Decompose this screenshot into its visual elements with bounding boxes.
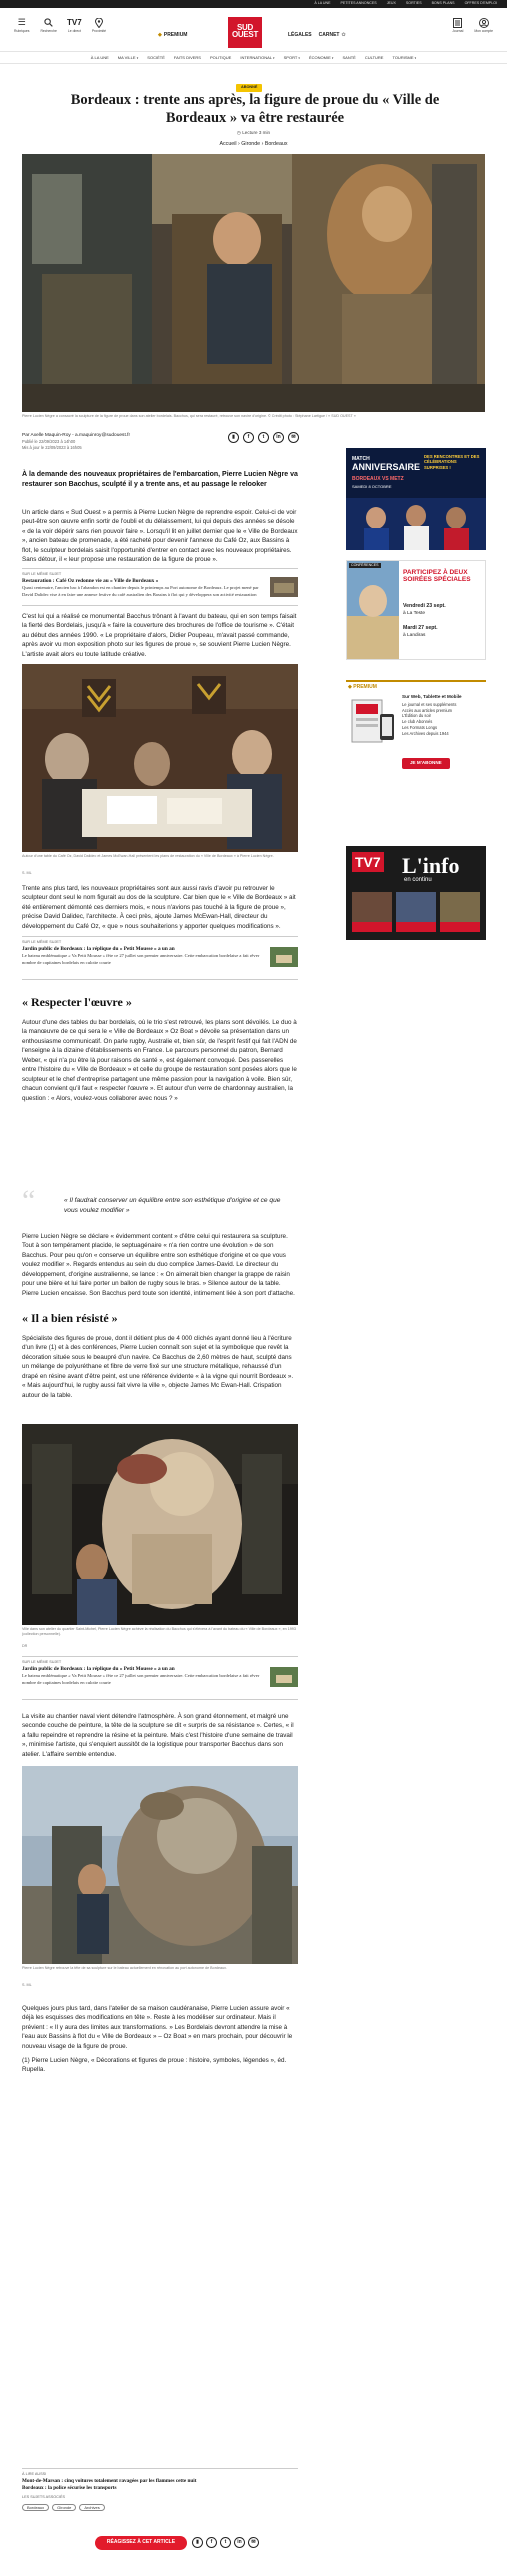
nav-item-label: MA VILLE <box>117 54 136 60</box>
section-heading: « Respecter l'œuvre » <box>22 995 132 1009</box>
rubriques-button[interactable] <box>14 17 29 34</box>
twitter-icon[interactable]: t <box>220 2537 231 2548</box>
carnet-icon: ✿ <box>341 32 346 38</box>
related-kicker: SUR LE MÊME SUJET <box>22 1660 62 1664</box>
nav-item-label: ÉCONOMIE <box>309 54 331 60</box>
premium-link[interactable] <box>158 32 187 39</box>
linkedin-icon[interactable]: in <box>273 432 284 443</box>
tag-chip[interactable]: Bordeaux <box>22 2504 49 2512</box>
proximity-button[interactable] <box>92 17 106 34</box>
search-button[interactable] <box>40 17 56 34</box>
read-also-item[interactable]: Bordeaux : la police sécurise les transports <box>22 2484 117 2491</box>
related-title: Restauration : Café Oz redonne vie au « Ville de Bordeaux » <box>22 577 159 584</box>
benefit-item: Le club Abonnés <box>402 719 433 725</box>
article-paragraph: C'est lui qui a réalisé ce monumental Bacchus trônant à l'avant du bateau, qui en son temps faisait la fierté des Bordelais, jusqu'à « faire la couverture des brochures de l'office de tourisme ». C'était au début des années 1990. « Le propriétaire d'alors, Didier Poupeau, m'avait passé commande, après avoir vu mon exposition photo sur les figures de proue », se souvient Pierre Lucien Nègre. L'artiste avait alors eu toute latitude créative. <box>22 613 297 658</box>
cafe-caption: Autour d'une table du Café Oz, David Dalidec et James McEwan-Hall présentent les plans de restauration du « Ville de Bordeaux » à Pierre Lucien Nègre. <box>22 854 274 858</box>
ad-title: PARTICIPEZ À DEUX SOIRÉES SPÉCIALES <box>403 569 471 584</box>
logo-line-2: OUEST <box>231 30 259 40</box>
shipyard-caption: Pierre Lucien Nègre retrouve la tête de sa sculpture sur le bateau actuellement en rénovation au port autonome de Bordeaux. <box>22 1966 227 1970</box>
nav-item-label: SPORT <box>283 54 298 60</box>
read-also-item[interactable]: Mont-de-Marsan : cinq voitures totalement ravagées par les flammes cette nuit <box>22 2477 197 2484</box>
email-icon[interactable]: ✉ <box>248 2537 259 2548</box>
premium-intro: Sur Web, Tablette et Mobile <box>402 694 462 699</box>
carnet-link[interactable] <box>319 32 346 39</box>
article-paragraph: Trente ans plus tard, les nouveaux propriétaires sont aux aussi ravis d'avoir pu retrouver le sculpteur dont seul le nom figurait au dos de la sculpture. Car bien que le « Ville de Bordeaux » ait été entièrement démonté ces derniers mois, « nous n'avions pas touché à la figure de proue », précise David Dalidec, l'architecte. À ceci près, ajoute James McEwan-Hall, directeur du développement du Café Oz, « que » nous souhaiterions y apporter quelques modifications ». <box>22 885 296 930</box>
facebook-icon[interactable]: f <box>243 432 254 443</box>
user-icon <box>478 17 489 28</box>
premium-box-label <box>348 684 377 691</box>
premium-box-label-text: PREMIUM <box>353 684 377 690</box>
nav-item-tourisme[interactable] <box>392 55 416 61</box>
workshop-photo <box>22 1424 298 1625</box>
carnet-label: CARNET <box>318 32 340 38</box>
ad-tv7-title: L'info <box>402 853 460 878</box>
account-label: Mon compte <box>474 29 493 33</box>
workshop-caption: Ville dans son atelier du quartier Saint-Michel, Pierre Lucien Nègre achève la réalisation du Bacchus qui s'élèvera à l'avant du bateau du « Ville de Bordeaux », en 1993 (collection personnelle). <box>22 1627 296 1637</box>
tag-chip[interactable]: Gironde <box>52 2504 76 2512</box>
shipyard-photo <box>22 1766 298 1964</box>
linkedin-icon[interactable]: in <box>234 2537 245 2548</box>
search-icon <box>43 17 54 28</box>
nav-item-label: TOURISME <box>392 54 414 60</box>
topbar-link[interactable]: OFFRES D'EMPLOI <box>464 1 497 6</box>
ad-promo: DES RENCONTRES ET DES CÉLÉBRATIONS SURPRISES ! <box>424 454 480 470</box>
nav-item-a-la-une[interactable]: À LA UNE <box>90 54 109 60</box>
email-icon[interactable]: ✉ <box>288 432 299 443</box>
breadcrumb[interactable]: Accueil › Gironde › Bordeaux <box>219 141 288 147</box>
tv7-screens-graphic <box>350 890 482 936</box>
tag-chip[interactable]: Archives <box>79 2504 104 2512</box>
share-bar <box>228 432 299 443</box>
footnote: (1) Pierre Lucien Nègre, « Décorations et figures de proue : histoire, symboles, légendes », éd. Rupella. <box>22 2057 287 2074</box>
main-navigation <box>0 52 507 64</box>
newspaper-icon <box>452 17 463 28</box>
logo-line-1: SUD <box>237 23 253 32</box>
tv7-brand: TV7 <box>352 852 384 872</box>
related-description: Le bateau emblématique « Va Petit Mousse » fête ce 27 juillet son premier anniversaire. Cette embarcation bordelaise a fait rêver nombre de capitaines bordelais en culotte courte <box>22 1673 260 1685</box>
bookmark-icon[interactable]: ▮ <box>192 2537 203 2548</box>
related-kicker: SUR LE MÊME SUJET <box>22 572 62 576</box>
ad-big-title: ANNIVERSAIRE <box>352 462 421 472</box>
search-label: Recherche <box>40 29 57 33</box>
live-button[interactable] <box>68 17 81 34</box>
account-button[interactable] <box>474 17 493 34</box>
related-article[interactable] <box>22 568 298 606</box>
bookmark-icon[interactable]: ▮ <box>228 432 239 443</box>
article-paragraph: Un article dans « Sud Ouest » a permis à Pierre Lucien Nègre de reprendre espoir. Celui-ci de voir peut-être son œuvre enfin sortir de l'oubli et du délaissement, lui qui depuis des années se désole « de la voir dépérir sans rien pouvoir faire ». Lorsqu'il lit en juillet dernier que le « Ville de Bordeaux », ancien bateau de promenade, a été racheté pour devenir l'annexe du Café Oz, aux Bassins à flot, le sculpteur bordelais saisit l'opportunité d'entrer en contact avec les nouveaux propriétaires. Sans détour, il « leur propose une restauration de la figure de proue ». <box>22 509 298 564</box>
ad-date: SAMEDI 8 OCTOBRE <box>352 484 392 489</box>
article-paragraph: Spécialiste des figures de proue, dont il détient plus de 4 000 clichés ayant donné lieu à l'écriture d'un livre (1) et à des conférences, Pierre Lucien connaît son sujet et la symbolique que revêt la décoration située sous le beaupré d'un navire. Ce Bacchus de 2,60 mètres de haut, sculpté dans un mélange de polyuréthane et fibre de verre fixé sur une structure métallique, rehaussé d'un drapé en résine avant d'être peint, est une référence évidente « à la vigne qui nourrit Bordeaux ». « Mais aujourd'hui, le rugby aussi fait vivre la ville », objecte James Mc Ewan-Hall. Crispation autour de la table. <box>22 1335 294 1399</box>
benefit-item: Les Formats Longs <box>402 724 438 730</box>
chevron-down-icon: ▾ <box>414 55 417 60</box>
article-paragraph: Quelques jours plus tard, dans l'atelier de sa maison caudéranaise, Pierre Lucien assure avoir « déjà les esquisses des modifications en tête ». Reste à les modéliser sur ordinateur. Mais il prévient : « Il y aura des limites aux transformations. » Les Bordelais devront attendre la mise à l'eau aux Bassins à flot du « Ville de Bordeaux » – Oz Boat » en mars prochain, pour découvrir le nouveau visage de la figure de proue. <box>22 2005 293 2050</box>
chevron-down-icon: ▾ <box>298 55 300 60</box>
clock-icon: ◷ <box>236 130 241 135</box>
section-heading: « Il a bien résisté » <box>22 1311 118 1325</box>
ad-date-1: Vendredi 23 sept. <box>403 603 446 609</box>
nav-item-culture[interactable]: CULTURE <box>364 54 384 60</box>
journal-button[interactable] <box>452 17 463 34</box>
nav-item-international[interactable] <box>240 55 274 61</box>
read-also-block <box>22 2468 298 2511</box>
article-paragraph: Pierre Lucien Nègre se déclare « évidemment content » d'être celui qui restaurera sa sculpture. Tout à son tempérament placide, le septuagénaire « n'a rien contre une évolution » de son Bacchus. Pour peu qu'on « conserve un équilibre entre son esthétique d'origine et ce que vous voulez modifier ». Regards entendus au sein du duo complice James-David. Le directeur du développement, d'origine australienne, se lance : « On aimerait bien changer la grappe de raisin pour une bière et lui faire porter un ballon de rugby sous le bras. » Silence autour de la table. Pierre Lucien encaisse. Son Bacchus perd toute son identité, intimement liée à son port d'attache. <box>22 1233 295 1297</box>
ad-small-title: MATCH <box>352 456 370 462</box>
article-lead: À la demande des nouveaux propriétaires de l'embarcation, Pierre Lucien Nègre va restaurer son Bacchus, sculpté il y a trente ans, et au passage le relooker <box>22 471 298 489</box>
article-title: Bordeaux : trente ans après, la figure de proue du « Ville de Bordeaux » va être restaurée <box>70 92 440 126</box>
sud-ouest-logo[interactable] <box>228 17 262 48</box>
ad-photo <box>347 561 399 660</box>
rubriques-label: Rubriques <box>14 29 30 33</box>
hero-caption: Pierre Lucien Nègre a consacré la sculpture de la figure de proue dans son atelier bordelais. Bacchus, qui sera restauré, retrouve son navire d'origine. © Crédit photo : Stéphane Lartigue / « SUD OUEST » <box>22 414 356 418</box>
ad-teams: BORDEAUX VS METZ <box>352 476 404 482</box>
nav-item-faits-divers[interactable]: FAITS DIVERS <box>173 54 201 60</box>
workshop-credit: DR <box>22 1644 28 1648</box>
nav-item-sport[interactable] <box>284 55 300 61</box>
topbar-link[interactable]: PETITES ANNONCES <box>340 1 377 6</box>
topbar-link[interactable]: JEUX <box>386 1 396 6</box>
related-article[interactable] <box>22 936 298 980</box>
live-label: Le direct <box>67 29 81 33</box>
tags-label: LES SUJETS ASSOCIÉS <box>22 2495 66 2500</box>
shipyard-credit: S. ML <box>22 1983 32 1987</box>
premium-star-icon: ◆ <box>158 32 162 38</box>
legales-link[interactable]: LÉGALES <box>288 32 312 38</box>
nav-item-ma-ville[interactable] <box>118 55 139 61</box>
updated-date: Mis à jour le 22/09/2023 à 16h05 <box>22 445 82 451</box>
premium-star-icon: ◆ <box>348 684 352 690</box>
premium-label: PREMIUM <box>163 32 188 38</box>
location-icon <box>93 17 104 28</box>
ad-tag: CONFÉRENCES <box>351 563 379 567</box>
byline <box>22 432 130 451</box>
related-thumbnail <box>270 947 298 967</box>
comment-cta-button[interactable]: RÉAGISSEZ À CET ARTICLE <box>95 2536 187 2550</box>
related-title: Jardin public de Bordeaux : la réplique du « Petit Mousse » a un an <box>22 1665 175 1672</box>
nav-item-politique[interactable]: POLITIQUE <box>209 54 232 60</box>
benefit-item: L'Édition du soir <box>402 713 432 719</box>
benefit-item: Accès aux articles premium <box>402 707 453 713</box>
ad-tv7-subtitle: en continu <box>404 877 432 883</box>
benefit-item: Le journal et ses suppléments <box>402 702 457 707</box>
twitter-icon[interactable]: t <box>258 432 269 443</box>
read-time-label: Lecture 3 min <box>242 130 271 135</box>
related-description: Quasi centenaire, l'ancien bac à l'abandon est en chantier depuis le printemps au Port autonome de Bordeaux. Le projet mené par David Dalidec vise à en faire une annexe festive du café australien des Bassins à flot qui y développera son activité restauration <box>22 585 259 597</box>
sidebar-premium-box <box>346 680 486 800</box>
devices-graphic <box>350 696 396 746</box>
nav-item-label: INTERNATIONAL <box>240 54 272 60</box>
sidebar-ad-conferences[interactable] <box>346 560 486 660</box>
related-thumbnail <box>270 577 298 597</box>
topbar-link[interactable]: BONS PLANS <box>431 1 455 6</box>
ad-place-2: à Landiras <box>403 633 426 638</box>
read-also-kicker: À LIRE AUSSI <box>22 2472 47 2476</box>
chevron-down-icon: ▾ <box>273 55 275 60</box>
related-article[interactable] <box>22 1656 298 1700</box>
tv7-icon: TV7 <box>67 17 82 27</box>
proximity-label: Proximité <box>91 29 107 33</box>
premium-benefits <box>402 702 484 736</box>
sidebar-ad-match[interactable] <box>346 448 486 550</box>
subscribe-button[interactable]: JE M'ABONNE <box>402 758 450 769</box>
cafe-photo <box>22 664 298 852</box>
quote-icon: “ <box>22 1184 36 1217</box>
chevron-down-icon: ▾ <box>136 55 139 60</box>
quote-text: « Il faudrait conserver un équilibre entre son esthétique d'origine et ce que vous voulez modifier » <box>64 1197 281 1214</box>
menu-icon: ☰ <box>17 17 26 27</box>
cafe-credit: S. ML <box>22 871 32 875</box>
related-description: Le bateau emblématique « Va Petit Mousse » fête ce 27 juillet son premier anniversaire. Cette embarcation bordelaise a fait rêver nombre de capitaines bordelais en culotte courte <box>22 953 260 965</box>
journal-label: Journal <box>452 29 464 33</box>
bottom-share-bar <box>192 2537 259 2548</box>
ad-date-2: Mardi 27 sept. <box>403 625 438 631</box>
nav-item-economie[interactable] <box>309 55 334 61</box>
article-paragraph: La visite au chantier naval vient détendre l'atmosphère. À son grand étonnement, et malgré une seconde couche de peinture, la tête de la sculpture se dit « surpris de sa résistance ». Certes, « il a fallu repeindre et reprendre la résine et la peinture. Mais c'est l'histoire d'une semaine de travail », minimise l'artiste, qui s'enquiert aussitôt de la logistique pour transporter Bacchus dans son atelier. L'affaire semble entendue. <box>22 1713 294 1758</box>
benefit-item: Les Archives depuis 1944 <box>402 730 449 736</box>
published-date: Publié le 22/09/2023 à 14h00 <box>22 439 76 445</box>
chevron-down-icon: ▾ <box>331 55 334 60</box>
article-paragraph: Autour d'une des tables du bar bordelais, où le trio s'est retrouvé, les plans sont dévoilés. Le duo à la manœuvre de ce qui sera le « Ville de Bordeaux » Oz Boat » dévoile sa présentation dans un enthousiasme communicatif. On parle rugby, Australie et, bien sûr, de l'esprit festif qui fait l'ADN de l'enseigne à la dizaine d'établissements en France. Le parcours personnel du patron, Bernard Weber, « qui n'a pu être là pour raisons de santé », est également convoqué. Des passerelles entre l'histoire du « Ville de Bordeaux » et celle du groupe de restauration sont posées alors que le sculpteur et le chef d'entreprise partagent une même passion pour la navigation à voile. Bien sûr, chacun convient qu'il faut « respecter l'œuvre ». Et autour d'un verre de chardonnay australien, la question : « Alors, voulez-vous collaborer avec nous ? » <box>22 1019 297 1102</box>
site-header <box>0 8 507 52</box>
related-title: Jardin public de Bordeaux : la réplique du « Petit Mousse » a un an <box>22 945 175 952</box>
nav-item-sante[interactable]: SANTÉ <box>342 54 356 60</box>
sidebar-ad-tv7[interactable] <box>346 846 486 940</box>
related-thumbnail <box>270 1667 298 1687</box>
read-time <box>0 130 507 137</box>
topbar-link[interactable]: SORTIES <box>405 1 422 6</box>
top-utility-bar <box>0 0 507 8</box>
facebook-icon[interactable]: f <box>206 2537 217 2548</box>
author: Par Axelle Maquin-Roy - a.maquinroy@sudouest.fr <box>22 433 131 438</box>
ad-place-1: à La Teste <box>403 611 426 616</box>
subscriber-badge: ABONNÉ <box>236 84 262 92</box>
hero-photo <box>22 154 485 412</box>
ad-players-graphic <box>346 498 486 550</box>
nav-item-societe[interactable]: SOCIÉTÉ <box>147 54 165 60</box>
topbar-link[interactable]: À LA UNE <box>314 1 331 6</box>
related-kicker: SUR LE MÊME SUJET <box>22 940 62 944</box>
